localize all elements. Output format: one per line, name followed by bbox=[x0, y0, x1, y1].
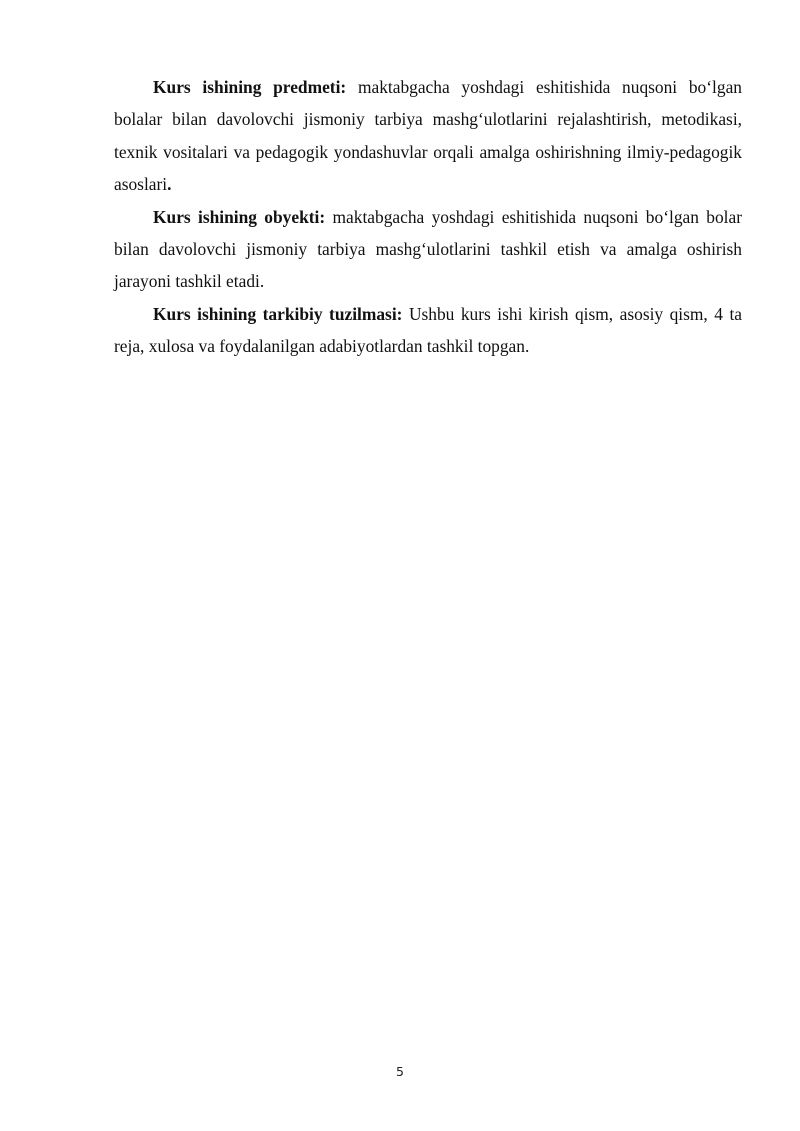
page-number: 5 bbox=[396, 1064, 404, 1079]
paragraph-subject-end: . bbox=[167, 174, 172, 195]
paragraph-structure-heading: Kurs ishining tarkibiy tuzilmasi: bbox=[153, 303, 403, 324]
paragraph-object-text: maktabgacha yoshdagi eshitishida nuqsoni boʻlgan bolar bilan davolovchi jismoniy tarbiya mashgʻulotlarini tashkil etish va amalga oshirish jarayoni tashkil etadi. bbox=[114, 206, 742, 292]
paragraph-subject-heading: Kurs ishining predmeti: bbox=[153, 77, 347, 97]
paragraph-structure-text: Ushbu kurs ishi kirish qism, asosiy qism, 4 ta reja, xulosa va foydalanilgan adabiyotlardan tashkil topgan. bbox=[114, 303, 742, 357]
paragraph-object-heading: Kurs ishining obyekti: bbox=[153, 206, 326, 227]
document-body bbox=[114, 71, 742, 363]
paragraph-object bbox=[114, 201, 742, 298]
paragraph-structure bbox=[114, 298, 742, 363]
paragraph-subject bbox=[114, 71, 742, 201]
paragraph-subject-text: maktabgacha yoshdagi eshitishida nuqsoni boʻlgan bolalar bilan davolovchi jismoniy tarbiya mashgʻulotlarini rejalashtirish, metodikasi, texnik vositalari va pedagogik yondashuvlar orqali amalga oshirishning ilmiy-pedagogik asoslari bbox=[114, 77, 742, 195]
